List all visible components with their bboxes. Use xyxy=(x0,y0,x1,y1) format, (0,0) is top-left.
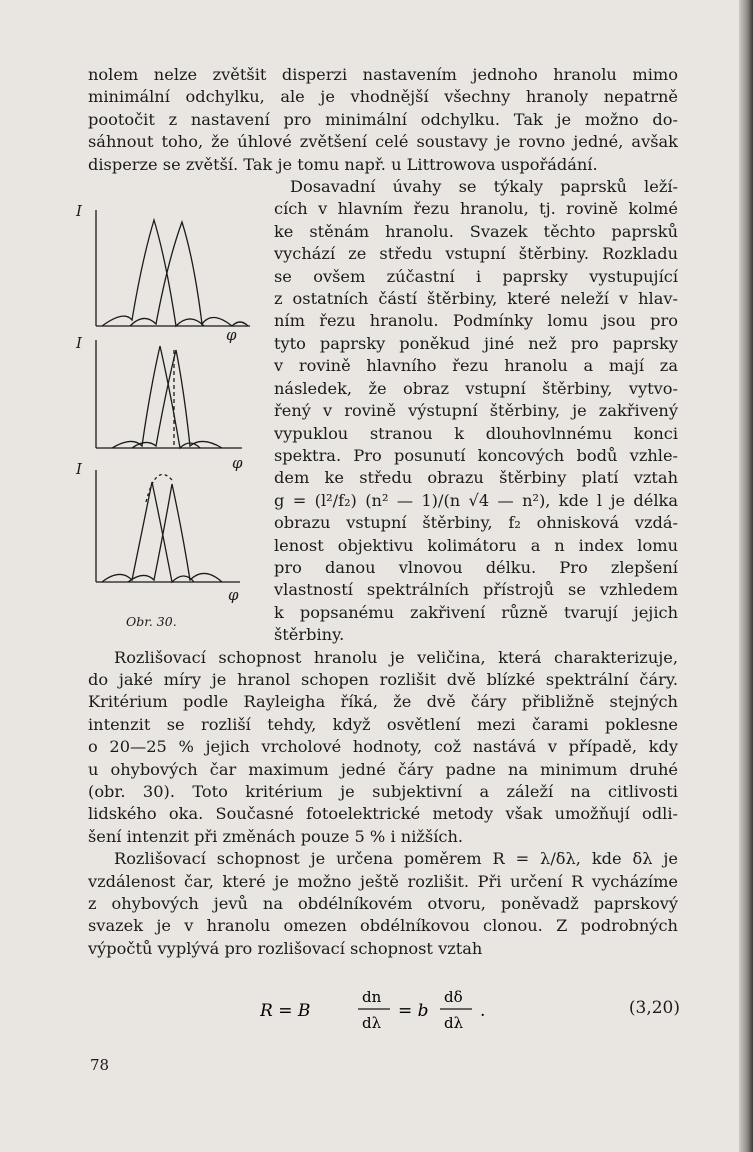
paragraph-top xyxy=(88,64,678,176)
text-line: v rovině hlavního řezu hranolu a mají za xyxy=(274,356,678,376)
text-line: pootočit z nastavení pro minimální odchylku. Tak je možno do- xyxy=(88,109,678,129)
eq-frac2-num: dδ xyxy=(444,988,463,1006)
text-line: obrazu vstupní štěrbiny, f₂ ohnisková vzdá- xyxy=(274,513,678,533)
paragraph-beside-figure xyxy=(274,176,678,647)
text-line: do jaké míry je hranol schopen rozlišit dvě blízké spektrální čáry. xyxy=(88,669,678,689)
text-line: sáhnout toho, že úhlové zvětšení celé soustavy je rovno jedné, avšak xyxy=(88,132,678,152)
diffraction-plots xyxy=(72,200,272,610)
eq-end: . xyxy=(480,1001,486,1021)
panel-3-envelope xyxy=(146,474,172,502)
text-line: k popsanému zakřivení různě tvarují jejich xyxy=(274,602,678,622)
text-line: ním řezu hranolu. Podmínky lomu jsou pro xyxy=(274,311,678,331)
panel-2-curve-a xyxy=(112,346,200,448)
text-line: štěrbiny. xyxy=(274,625,345,645)
panel-3-x-label: φ xyxy=(228,586,239,604)
text-line: tyto paprsky poněkud jiné než pro paprsky xyxy=(274,333,678,353)
text-line: řený v rovině výstupní štěrbiny, je zakřivený xyxy=(274,401,678,421)
text-line: vychází ze středu vstupní štěrbiny. Rozkladu xyxy=(274,244,678,264)
eq-frac2-den: dλ xyxy=(444,1014,464,1032)
text-line: se ovšem zúčastní i paprsky vystupující xyxy=(274,266,678,286)
text-line: minimální odchylku, ale je vhodnější všechny hranoly nepatrně xyxy=(88,87,678,107)
text-line: (obr. 30). Toto kritérium je subjektivní a záleží na citlivosti xyxy=(88,782,678,801)
text-line: spektra. Pro posunutí koncových bodů vzhle- xyxy=(274,445,678,465)
panel-1-curve-a xyxy=(102,220,204,326)
text-line: disperze se zvětší. Tak je tomu např. u Littrowova uspořádání. xyxy=(88,154,598,174)
text-line: Kritérium podle Rayleigha říká, že dvě čáry přibližně stejných xyxy=(88,692,678,712)
text-line: vzdálenost čar, které je možno ještě rozlišit. Při určení R vycházíme xyxy=(88,871,678,891)
text-line: intenzit se rozliší tehdy, když osvětlení mezi čarami poklesne xyxy=(88,714,678,734)
text-line: šení intenzit při změnách pouze 5 % i nižších. xyxy=(88,826,464,846)
text-line: lenost objektivu kolimátoru a n index lomu xyxy=(274,535,678,555)
text-line: vlastností spektrálních přístrojů se vzhledem xyxy=(274,580,678,600)
text-line: o 20—25 % jejich vrcholové hodnoty, což nastává v případě, kdy xyxy=(88,737,678,757)
page-number: 78 xyxy=(90,1056,110,1074)
panel-2-x-label: φ xyxy=(232,454,243,472)
panel-1-curve-b xyxy=(130,222,248,326)
panel-1-x-label: φ xyxy=(226,326,237,344)
text-line: z ohybových jevů na obdélníkovém otvoru, poněvadž paprskový xyxy=(88,894,678,914)
panel-1-y-label: I xyxy=(76,202,82,220)
text-line: lidského oka. Současné fotoelektrické metody však umožňují odli- xyxy=(88,804,678,824)
text-line: Rozlišovací schopnost je určena poměrem R = λ/δλ, kde δλ je xyxy=(114,849,678,869)
panel-3-y-label: I xyxy=(76,460,82,478)
text-line: cích v hlavním řezu hranolu, tj. rovině kolmé xyxy=(274,199,678,219)
text-line: u ohybových čar maximum jedné čáry padne na minimum druhé xyxy=(88,759,678,779)
panel-3-curve-a xyxy=(102,482,194,582)
eq-lhs: R = B xyxy=(260,1001,311,1021)
text-line: výpočtů vyplývá pro rozlišovací schopnost vztah xyxy=(88,938,483,958)
panel-2-y-label: I xyxy=(76,334,82,352)
figure-30 xyxy=(72,200,272,640)
equation-body xyxy=(260,978,520,1038)
text-line: dem ke středu obrazu štěrbiny platí vztah xyxy=(274,468,678,488)
text-line: svazek je v hranolu omezen obdélníkovou clonou. Z podrobných xyxy=(88,916,678,936)
text-line: vypuklou stranou k dlouhovlnnému konci xyxy=(274,423,678,443)
text-line: Rozlišovací schopnost hranolu je veličina, která charakterizuje, xyxy=(114,647,678,667)
paragraph-bottom xyxy=(88,647,678,961)
eq-frac1-den: dλ xyxy=(362,1014,382,1032)
text-line: Dosavadní úvahy se týkaly paprsků leží- xyxy=(290,177,678,197)
text-line: pro danou vlnovou délku. Pro zlepšení xyxy=(274,557,678,577)
text-line: z ostatních částí štěrbiny, které neleží v hlav- xyxy=(274,289,678,309)
text-line: následek, že obraz vstupní štěrbiny, vytvo- xyxy=(274,378,678,398)
formula-line: g = (l²/f₂) (n² — 1)/(n √4 — n²), kde l je délka xyxy=(274,490,678,510)
text-line: ke stěnám hranolu. Svazek těchto paprsků xyxy=(274,221,678,241)
text-line: nolem nelze zvětšit disperzi nastavením jednoho hranolu mimo xyxy=(88,65,678,84)
equation-3-20 xyxy=(260,978,680,1038)
equation-number: (3,20) xyxy=(628,998,680,1018)
eq-frac1-num: dn xyxy=(362,988,382,1006)
page-edge xyxy=(739,0,753,1152)
eq-mid: = b xyxy=(398,1001,429,1021)
figure-caption: Obr. 30. xyxy=(126,614,177,629)
